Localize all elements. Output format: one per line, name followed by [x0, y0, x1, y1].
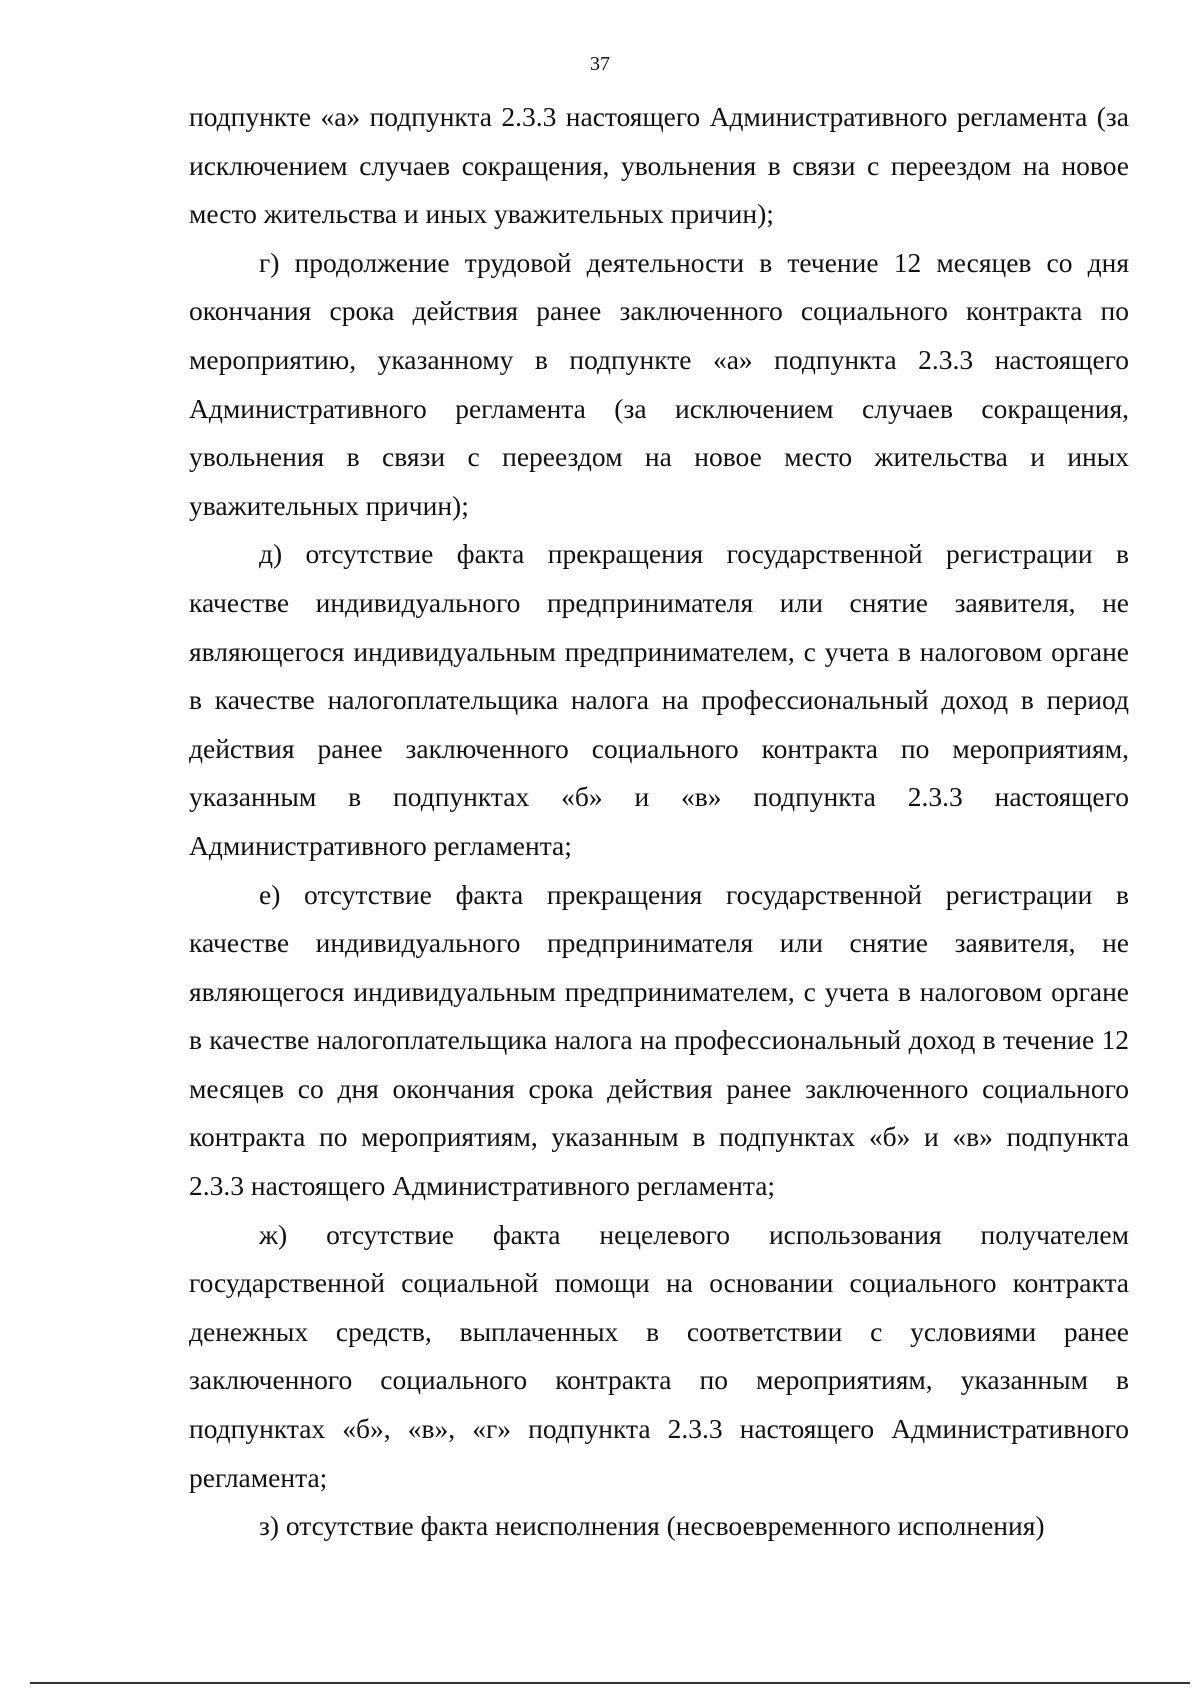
page-number: 37 — [590, 53, 610, 75]
paragraph-item-g: г) продолжение трудовой деятельности в течение 12 месяцев со дня окончания срока действия ранее заключенного социального контракта по мероприятию, указанному в подпункте «а» подпункта 2.3.3 настоящего Административного регламента (за исключением случаев сокращения, увольнения в связи с переездом на новое место жительства и иных уважительных причин); — [189, 246, 1129, 521]
paragraph-continuation: подпункте «а» подпункта 2.3.3 настоящего Административного регламента (за исключением случаев сокращения, увольнения в связи с переездом на новое место жительства и иных уважительных причин); — [189, 101, 1129, 230]
paragraph-item-d: д) отсутствие факта прекращения государственной регистрации в качестве индивидуального предпринимателя или снятие заявителя, не являющегося индивидуальным предпринимателем, с учета в налоговом органе в качестве налогоплательщика налога на профессиональный доход в период действия ранее заключенного социального контракта по мероприятиям, указанным в подпунктах «б» и «в» подпункта 2.3.3 настоящего Административного регламента; — [189, 538, 1129, 861]
paragraph-item-z: з) отсутствие факта неисполнения (несвоевременного исполнения) — [259, 1510, 1045, 1542]
paragraph-item-e: е) отсутствие факта прекращения государственной регистрации в качестве индивидуального предпринимателя или снятие заявителя, не являющегося индивидуальным предпринимателем, с учета в налоговом органе в качестве налогоплательщика налога на профессиональный доход в течение 12 месяцев со дня окончания срока действия ранее заключенного социального контракта по мероприятиям, указанным в подпунктах «б» и «в» подпункта 2.3.3 настоящего Административного регламента; — [189, 878, 1129, 1202]
document-body — [189, 93, 1129, 1551]
paragraph-item-zh: ж) отсутствие факта нецелевого использования получателем государственной социальной помощи на основании социального контракта денежных средств, выплаченных в соответствии с условиями ранее заключенного социального контракта по мероприятиям, указанным в подпунктах «б», «в», «г» подпункта 2.3.3 настоящего Административного регламента; — [189, 1218, 1129, 1493]
page-bottom-edge — [30, 1682, 1190, 1684]
